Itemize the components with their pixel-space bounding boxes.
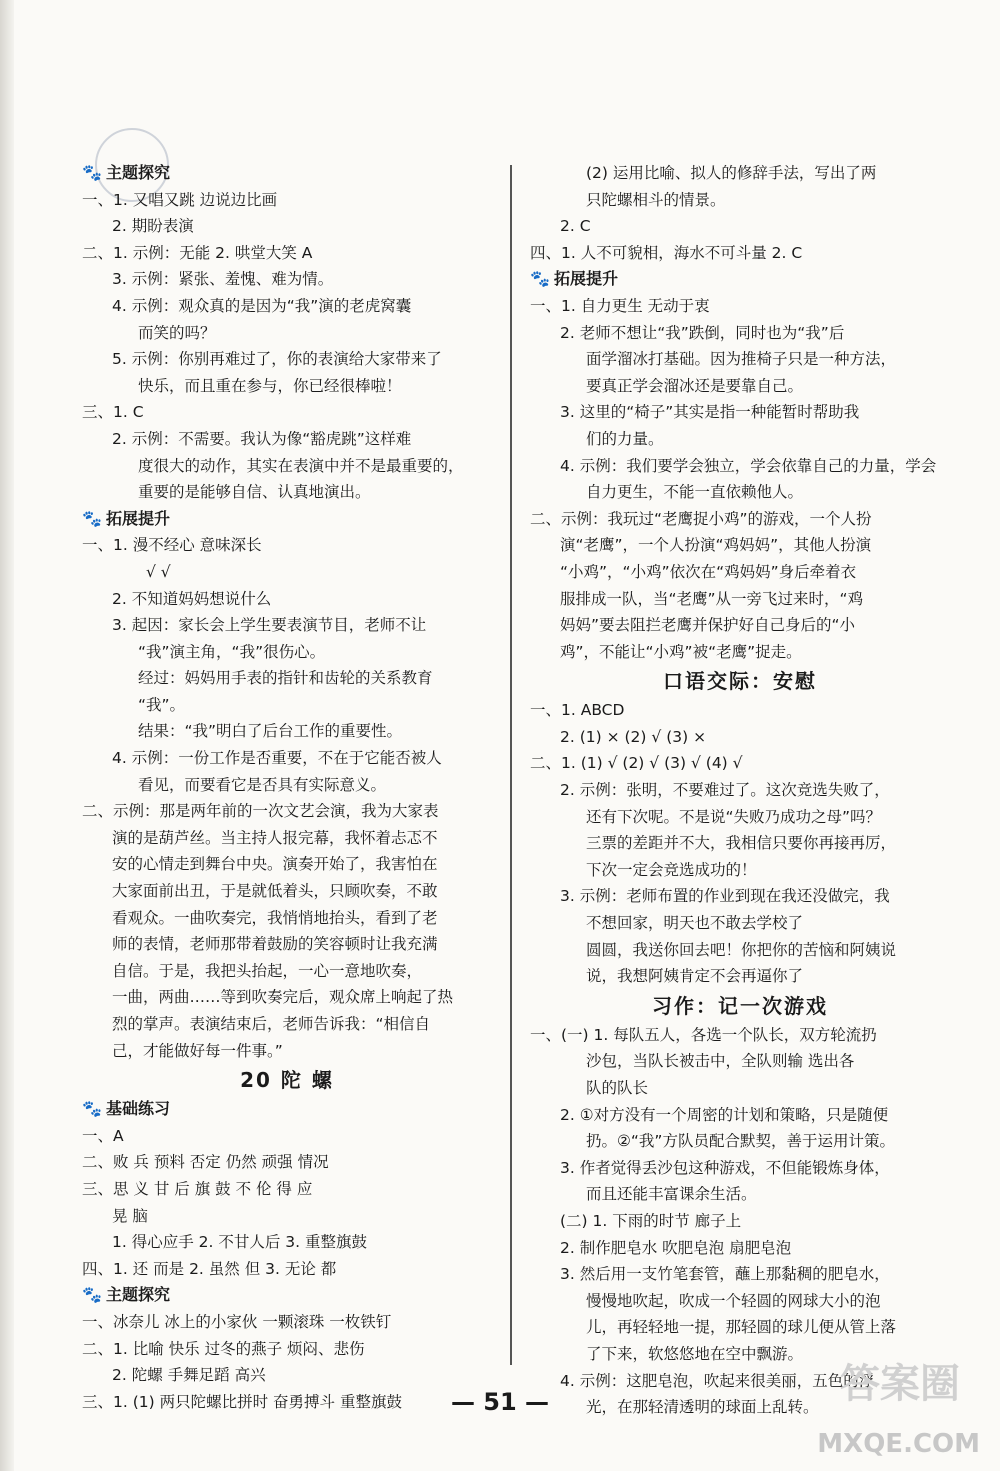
watermark-logo: 答案圈: [840, 1361, 960, 1407]
answer-line: 看见，而要看它是否具有实际意义。: [138, 775, 387, 794]
answer-line: 2. ①对方没有一个周密的计划和策略，只是随便: [560, 1105, 889, 1124]
section-heading: [82, 1282, 492, 1309]
answer-line: 大家面前出丑，于是就低着头，只顾吹奏，不敢: [112, 882, 438, 901]
answer-line: 自信。于是，我把头抬起，一心一意地吹奏，: [112, 961, 423, 980]
paw-icon: 🐾: [530, 269, 550, 289]
answer-line: 安的心情走到舞台中央。演奏开始了，我害怕在: [112, 855, 438, 874]
answer-line: 看观众。一曲吹奏完，我悄悄地抬头，看到了老: [112, 908, 438, 927]
watermark-url: MXQE.COM: [817, 1429, 980, 1459]
answer-line: 还有下次呢。不是说“失败乃成功之母”吗？: [586, 807, 882, 826]
answer-line: 2. (1) × (2) √ (3) ×: [560, 727, 707, 746]
answer-line: “我”。: [138, 695, 186, 714]
answer-line: 面学溜冰打基础。因为推椅子只是一种方法，: [586, 350, 897, 369]
scan-edge-shadow: [0, 0, 14, 1471]
section-heading: [82, 160, 492, 187]
answer-line: 扔。②“我”方队员配合默契，善于运用计策。: [586, 1132, 895, 1151]
section-heading-text: 主题探究: [106, 163, 171, 182]
answer-line: 演“老鹰”，一个人扮演“鸡妈妈”，其他人扮演: [560, 536, 872, 555]
answer-line: 结果：“我”明白了后台工作的重要性。: [138, 722, 403, 741]
answer-line: 快乐，而且重在参与，你已经很棒啦！: [138, 376, 402, 395]
answer-line: 3. 作者觉得丢沙包这种游戏，不但能锻炼身体，: [560, 1158, 890, 1177]
answer-line: 一曲，两曲……等到吹奏完后，观众席上响起了热: [112, 988, 454, 1007]
answer-line: 说，我想阿姨肯定不会再逼你了: [586, 967, 804, 986]
section-heading-text: 基础练习: [106, 1099, 171, 1119]
answer-line: 自力更生，不能一直依赖他人。: [586, 483, 804, 502]
answer-line: 师的表情，老师那带着鼓励的笑容顿时让我充满: [112, 935, 438, 954]
answer-line: 而且还能丰富课余生活。: [586, 1185, 757, 1204]
answer-line: 三票的差距并不大，我相信只要你再接再厉，: [586, 834, 897, 853]
answer-line: 三、1. (1) 两只陀螺比拼时 奋勇搏斗 重整旗鼓: [82, 1392, 402, 1411]
answer-line: 圆圆，我送你回去吧！你把你的苦恼和阿姨说: [586, 940, 897, 959]
answer-line: 下次一定会竞选成功的！: [586, 860, 757, 879]
answer-line: 儿，再轻轻地一提，那轻圆的球儿便从管上落: [586, 1318, 897, 1337]
answer-line: 2. 不知道妈妈想说什么: [112, 589, 272, 608]
answer-line: 一、1. 漫不经心 意味深长: [82, 536, 262, 555]
answer-line: √ √: [146, 562, 171, 581]
answer-line: 三、1. C: [82, 403, 144, 422]
answer-line: (2) 运用比喻、拟人的修辞手法，写出了两: [586, 164, 877, 182]
answer-line: 3. 然后用一支竹笔套管，蘸上那黏稠的肥皂水，: [560, 1265, 890, 1284]
answer-line: 二、示例：我玩过“老鹰捉小鸡”的游戏，一个人扮: [530, 509, 872, 528]
lesson-title: 口语交际：安慰: [663, 669, 817, 694]
answer-line: 三、思 义 甘 后 旗 鼓 不 伦 得 应: [82, 1179, 313, 1198]
answer-line: 3. 起因：家长会上学生要表演节目，老师不让: [112, 616, 427, 635]
answer-line: 2. 示例：不需要。我认为像“豁虎跳”这样难: [112, 429, 412, 448]
answer-line: 2. 老师不想让“我”跌倒，同时也为“我”后: [560, 323, 845, 342]
answer-line: 四、1. 人不可貌相，海水不可斗量 2. C: [530, 243, 803, 262]
answer-line: 演的是葫芦丝。当主持人报完幕，我怀着忐忑不: [112, 828, 438, 847]
answer-line: 度很大的动作，其实在表演中并不是最重要的，: [138, 456, 464, 475]
paw-icon: 🐾: [82, 1285, 102, 1305]
answer-line: 3. 示例：老师布置的作业到现在我还没做完，我: [560, 887, 890, 906]
column-divider: [510, 165, 512, 1365]
answer-line: 一、1. 自力更生 无动于衷: [530, 296, 710, 315]
answer-line: 经过：妈妈用手表的指针和齿轮的关系教育: [138, 669, 433, 688]
answer-line: 一、1. 又唱又跳 边说边比画: [82, 190, 278, 209]
answer-line: 沙包，当队长被击中，全队则输 选出各: [586, 1052, 855, 1071]
answer-line: 3. 这里的“椅子”其实是指一种能暂时帮助我: [560, 403, 860, 422]
paw-icon: 🐾: [82, 163, 102, 182]
lesson-title: 20 陀 螺: [240, 1068, 334, 1093]
section-heading-text: 拓展提升: [106, 508, 171, 528]
answer-line: 晃 脑: [112, 1206, 148, 1225]
answer-line: 2. 期盼表演: [112, 217, 194, 236]
answer-line: 重要的是能够自信、认真地演出。: [138, 483, 371, 502]
answer-line: 只陀螺相斗的情景。: [586, 190, 726, 209]
answer-line: “小鸡”，“小鸡”依次在“鸡妈妈”身后牵着衣: [560, 562, 857, 581]
answer-line: 队的队长: [586, 1079, 649, 1097]
answer-line: 3. 示例：紧张、羞愧、难为情。: [112, 270, 334, 289]
paw-icon: 🐾: [82, 1099, 102, 1119]
answer-line: 2. 制作肥皂水 吹肥皂泡 扇肥皂泡: [560, 1238, 792, 1257]
answer-line: 鸡”，不能让“小鸡”被“老鹰”捉走。: [560, 642, 802, 661]
answer-line: 一、(一) 1. 每队五人，各选一个队长，双方轮流扔: [530, 1025, 877, 1044]
answer-line: 一、A: [82, 1126, 124, 1145]
answer-line: 一、1. ABCD: [530, 701, 625, 720]
section-heading: [82, 1096, 492, 1123]
answer-line: (二) 1. 下雨的时节 廊子上: [560, 1211, 742, 1230]
answer-line: 二、1. (1) √ (2) √ (3) √ (4) √: [530, 754, 743, 773]
answer-line: 二、1. 示例：无能 2. 哄堂大笑 A: [82, 243, 313, 262]
answer-line: 二、示例：那是两年前的一次文艺会演，我为大家表: [82, 802, 439, 821]
lesson-title: 习作：记一次游戏: [652, 993, 828, 1018]
answer-line: 们的力量。: [586, 429, 664, 448]
answer-line: 四、1. 还 而是 2. 虽然 但 3. 无论 都: [82, 1259, 337, 1278]
answer-line: 不想回家，明天也不敢去学校了: [586, 914, 804, 933]
answer-line: “我”演主角，“我”很伤心。: [138, 642, 326, 661]
answer-line: 慢慢地吹起，吹成一个轻圆的网球大小的泡: [586, 1291, 881, 1310]
left-column: [82, 160, 492, 1415]
answer-line: 己，才能做好每一件事。”: [112, 1041, 283, 1060]
answer-line: 2. 陀螺 手舞足蹈 高兴: [112, 1366, 266, 1385]
section-heading: [82, 506, 492, 533]
answer-line: 而笑的吗？: [138, 323, 216, 342]
page-number: — 51 —: [450, 1388, 550, 1416]
section-heading-text: 拓展提升: [554, 269, 619, 289]
answer-line: 二、1. 比喻 快乐 过冬的燕子 烦闷、悲伤: [82, 1339, 365, 1358]
answer-line: 4. 示例：我们要学会独立，学会依靠自己的力量，学会: [560, 456, 937, 475]
section-heading-text: 主题探究: [106, 1285, 171, 1305]
answer-line: 2. C: [560, 217, 591, 236]
answer-line: 1. 得心应手 2. 不甘人后 3. 重整旗鼓: [112, 1233, 368, 1252]
answer-line: 一、冰奈儿 冰上的小家伙 一颗滚珠 一枚铁钉: [82, 1312, 392, 1331]
answer-line: 4. 示例：观众真的是因为“我”演的老虎窝囊: [112, 296, 412, 315]
answer-line: 4. 示例：这肥皂泡，吹起来很美丽，五色的浮: [560, 1371, 875, 1390]
answer-line: 了下来，软悠悠地在空中飘游。: [586, 1344, 804, 1363]
right-column: [530, 160, 950, 1421]
answer-line: 二、败 兵 预料 否定 仍然 顽强 情况: [82, 1153, 329, 1172]
section-heading: [530, 266, 950, 293]
paw-icon: 🐾: [82, 508, 102, 528]
answer-line: 服排成一队，当“老鹰”从一旁飞过来时，“鸡: [560, 589, 864, 608]
answer-line: 光，在那轻清透明的球面上乱转。: [586, 1398, 819, 1417]
answer-line: 烈的掌声。表演结束后，老师告诉我：“相信自: [112, 1015, 431, 1033]
answer-line: 要真正学会溜冰还是要靠自己。: [586, 376, 804, 395]
answer-line: 5. 示例：你别再难过了，你的表演给大家带来了: [112, 350, 442, 369]
answer-line: 2. 示例：张明，不要难过了。这次竞选失败了，: [560, 781, 890, 800]
answer-line: 妈妈”要去阻拦老鹰并保护好自己身后的“小: [560, 616, 856, 635]
answer-line: 4. 示例：一份工作是否重要，不在于它能否被人: [112, 749, 442, 768]
